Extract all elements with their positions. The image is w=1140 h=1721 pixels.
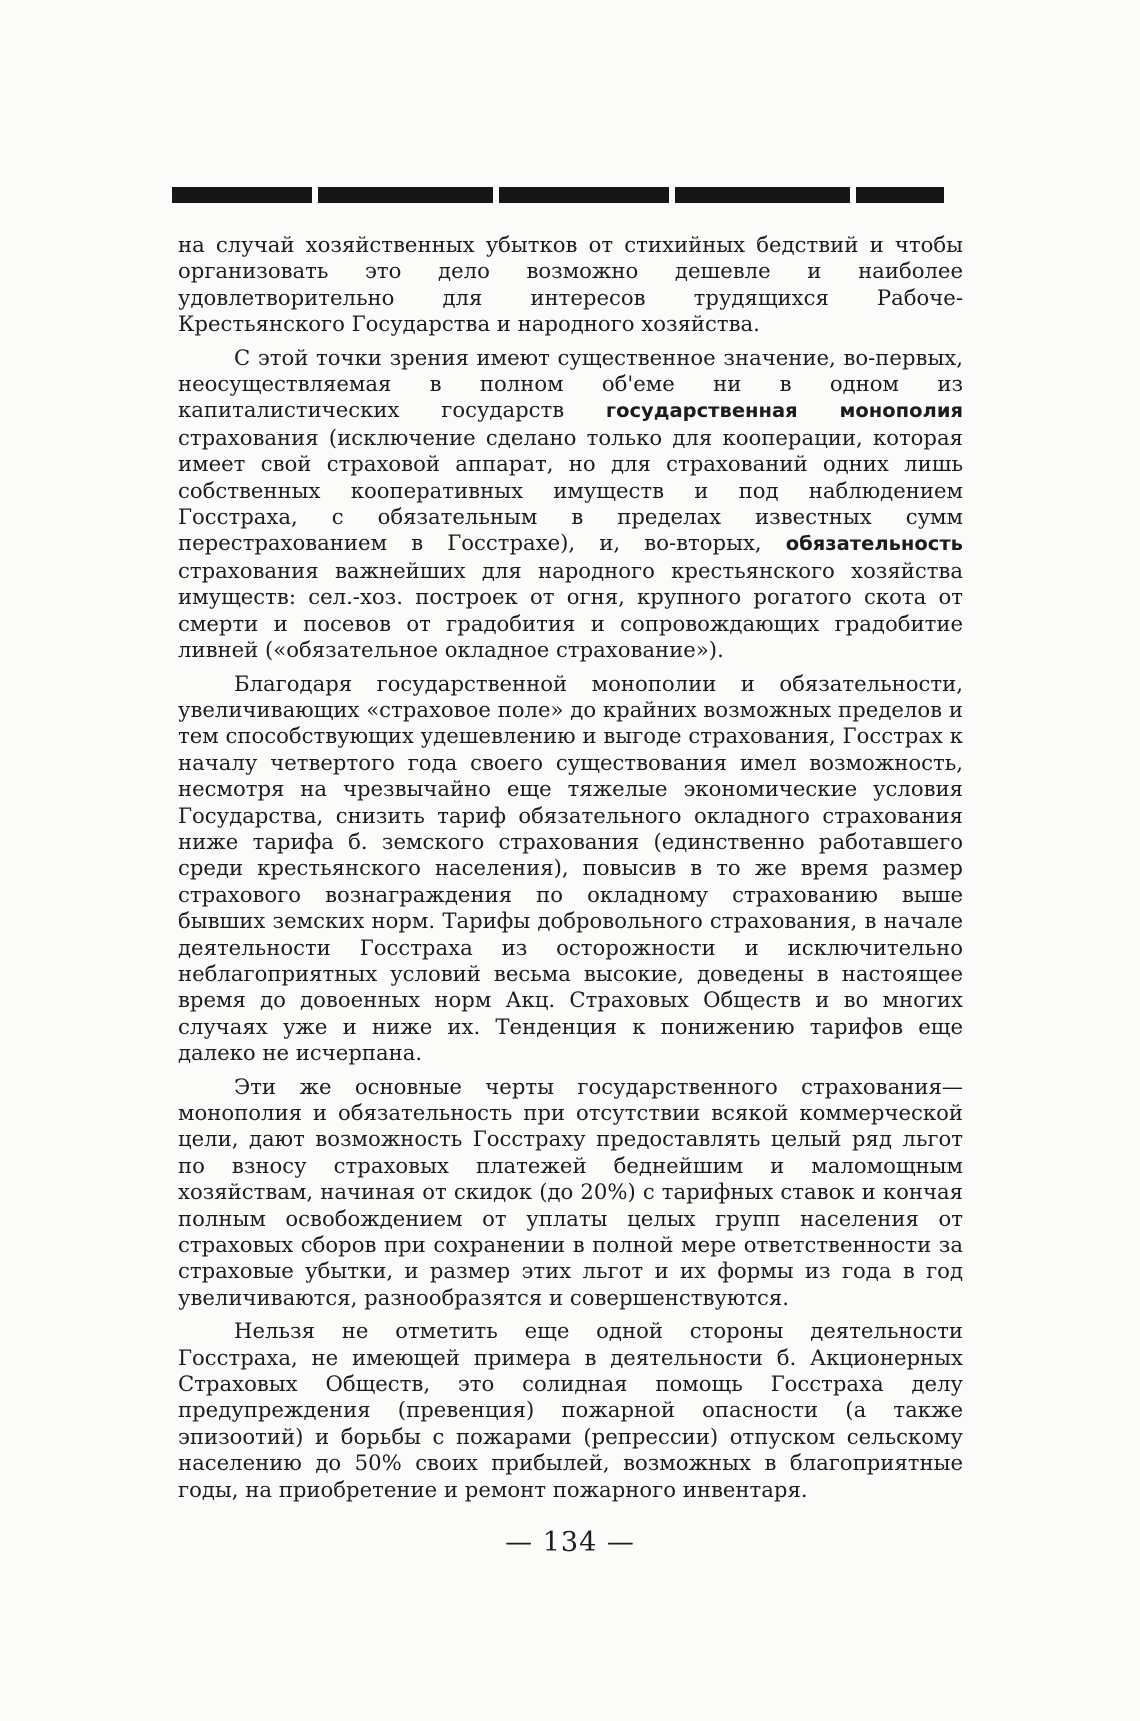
header-rule-segment: [856, 187, 944, 203]
header-rule: [172, 187, 962, 203]
header-rule-segment: [675, 187, 850, 203]
paragraph-text: Эти же основные черты государственного страхования—монополия и обязательность при отсутствии всякой коммерческой цели, дают возможность Госстраху предоставлять целый ряд льгот по взносу страховых платежей беднейшим и маломощным хозяйствам, начиная от скидок (до 20%) с тарифных ставок и кончая полным освобождением от уплаты целых групп населения от страховых сборов при сохранении в полной мере ответственности за страховые убытки, и размер этих льгот и их формы из года в год увеличиваются, разнообразятся и совершенствуются.: [178, 1073, 963, 1310]
paragraph-text: Благодаря государственной монополии и обязательности, увеличивающих «страховое поле» до крайних возможных пределов и тем способствующих удешевлению и выгоде страхования, Госстрах к началу четвертого года своего существования имел возможность, несмотря на чрезвычайно еще тяжелые экономические условия Государства, снизить тариф обязательного окладного страхования ниже тарифа б. земского страхования (единственно работавшего среди крестьянского населения), повысив в то же время размер страхового вознаграждения по окладному страхованию выше бывших земских норм. Тарифы добровольного страхования, в начале деятельности Госстраха из осторожности и исключительно неблагоприятных условий весьма высокие, доведены в настоящее время до довоенных норм Акц. Страховых Обществ и во многих случаях уже и ниже их. Тенденция к понижению тарифов еще далеко не исчерпана.: [178, 670, 963, 1066]
paragraph: [178, 1318, 963, 1503]
emphasized-term: обязательность: [785, 532, 963, 556]
header-rule-segment: [318, 187, 493, 203]
header-rule-segment: [172, 187, 312, 203]
paragraph-text: С этой точки зрения имеют существенное значение, во-первых, неосуществляемая в полном об'еме ни в одном из капиталистических государств: [178, 344, 963, 423]
emphasized-term: государственная монополия: [605, 399, 964, 423]
paragraph: [178, 345, 963, 664]
paragraph: [178, 232, 963, 338]
paragraph-text: страхования важнейших для народного крестьянского хозяйства имуществ: сел.-хоз. построек от огня, крупного рогатого скота от смерти и посевов от градобития и сопровождающих градобитие ливней («обязательное окладное страхование»).: [178, 557, 963, 663]
paragraph-text: Нельзя не отметить еще одной стороны деятельности Госстраха, не имеющей примера в деятельности б. Акционерных Страховых Обществ, это солидная помощь Госстраха делу предупреждения (превенция) пожарной опасности (а также эпизоотий) и борьбы с пожарами (репрессии) отпуском сельскому населению до 50% своих прибылей, возможных в благоприятные годы, на приобретение и ремонт пожарного инвентаря.: [178, 1318, 963, 1502]
paragraph-text: страхования (исключение сделано только для кооперации, которая имеет свой страховой аппарат, но для страхований одних лишь собственных кооперативных имуществ и под наблюдением Госстраха, с обязательным в пределах известных сумм перестрахованием в Госстрахе), и, во-вторых,: [178, 424, 963, 556]
paragraph-text: на случай хозяйственных убытков от стихийных бедствий и чтобы организовать это дело возможно дешевле и наиболее удовлетворительно для интересов трудящихся Рабоче-Крестьянского Государства и народного хозяйства.: [178, 232, 963, 337]
page-body: [178, 232, 963, 1510]
paragraph: [178, 671, 963, 1067]
header-rule-segment: [499, 187, 669, 203]
page-number: — 134 —: [505, 1527, 635, 1558]
paragraph: [178, 1074, 963, 1312]
